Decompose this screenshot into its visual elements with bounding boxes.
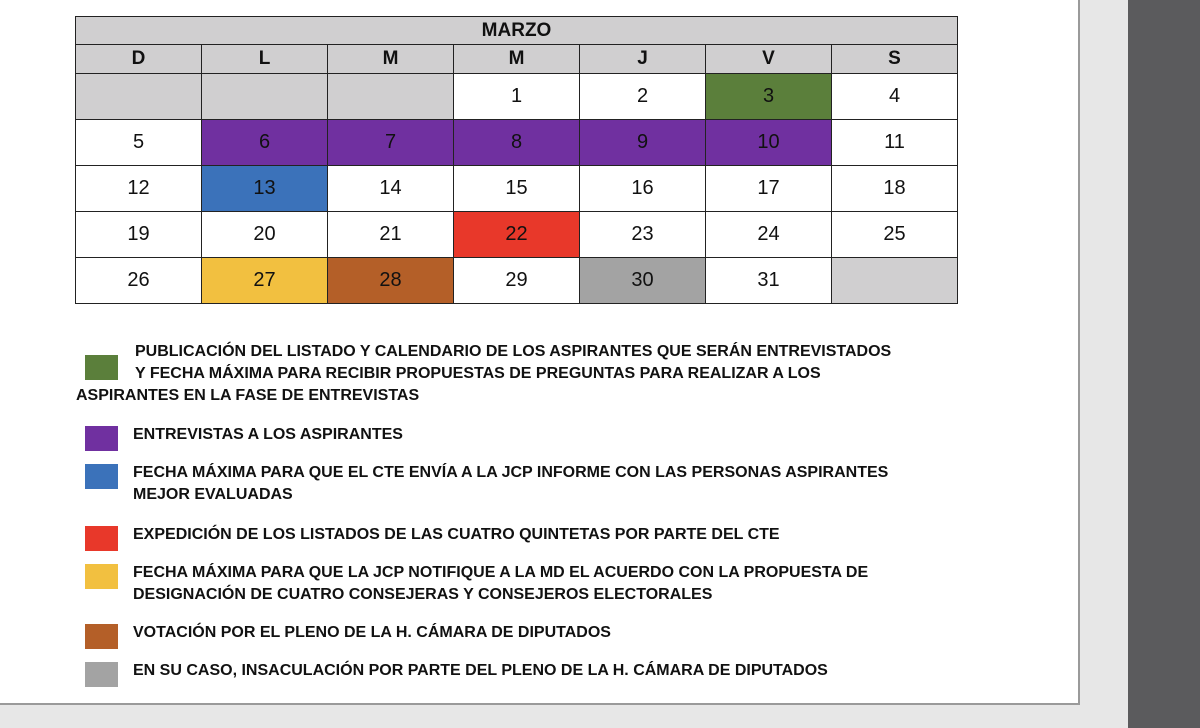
legend-text-line: MEJOR EVALUADAS	[133, 486, 293, 503]
calendar-day-cell: 9	[580, 120, 706, 166]
calendar-empty-cell	[76, 74, 202, 120]
calendar-day-cell: 8	[454, 120, 580, 166]
calendar-day-cell: 2	[580, 74, 706, 120]
weekday-header: M	[328, 45, 454, 74]
calendar-day-cell: 6	[202, 120, 328, 166]
calendar-day-cell: 3	[706, 74, 832, 120]
calendar-day-cell: 18	[832, 166, 958, 212]
calendar-body	[76, 74, 958, 304]
calendar-table	[75, 16, 958, 304]
calendar-day-cell: 1	[454, 74, 580, 120]
calendar-week-row	[76, 120, 958, 166]
calendar-week-row	[76, 74, 958, 120]
calendar-day-cell: 5	[76, 120, 202, 166]
calendar-empty-cell	[202, 74, 328, 120]
legend-text-line: EXPEDICIÓN DE LOS LISTADOS DE LAS CUATRO QUINTETAS POR PARTE DEL CTE	[133, 526, 780, 543]
calendar-day-cell: 13	[202, 166, 328, 212]
weekday-header: M	[454, 45, 580, 74]
calendar-empty-cell	[328, 74, 454, 120]
calendar-day-cell: 10	[706, 120, 832, 166]
legend-swatch	[85, 526, 118, 551]
calendar-day-cell: 30	[580, 258, 706, 304]
weekday-header-row	[76, 45, 958, 74]
weekday-header: L	[202, 45, 328, 74]
legend-swatch	[85, 464, 118, 489]
calendar-day-cell: 21	[328, 212, 454, 258]
calendar-day-cell: 24	[706, 212, 832, 258]
calendar-week-row	[76, 166, 958, 212]
calendar-day-cell: 17	[706, 166, 832, 212]
calendar-day-cell: 31	[706, 258, 832, 304]
legend-text-line: ASPIRANTES EN LA FASE DE ENTREVISTAS	[76, 387, 420, 404]
viewer-scrollbar-track[interactable]	[1128, 0, 1200, 728]
legend-text-line: PUBLICACIÓN DEL LISTADO Y CALENDARIO DE LOS ASPIRANTES QUE SERÁN ENTREVISTADOS	[135, 343, 892, 360]
legend-swatch	[85, 624, 118, 649]
calendar-week-row	[76, 258, 958, 304]
legend-text-line: EN SU CASO, INSACULACIÓN POR PARTE DEL PLENO DE LA H. CÁMARA DE DIPUTADOS	[133, 662, 828, 679]
legend-text-line: VOTACIÓN POR EL PLENO DE LA H. CÁMARA DE DIPUTADOS	[133, 624, 611, 641]
weekday-header: V	[706, 45, 832, 74]
calendar-day-cell: 23	[580, 212, 706, 258]
legend-text-line: FECHA MÁXIMA PARA QUE LA JCP NOTIFIQUE A LA MD EL ACUERDO CON LA PROPUESTA DE	[133, 564, 869, 581]
weekday-header: J	[580, 45, 706, 74]
calendar-day-cell: 4	[832, 74, 958, 120]
calendar-day-cell: 7	[328, 120, 454, 166]
legend-text-line: Y FECHA MÁXIMA PARA RECIBIR PROPUESTAS DE PREGUNTAS PARA REALIZAR A LOS	[135, 365, 821, 382]
calendar-day-cell: 29	[454, 258, 580, 304]
legend-swatch	[85, 426, 118, 451]
weekday-header: S	[832, 45, 958, 74]
legend-swatch	[85, 355, 118, 380]
calendar-day-cell: 22	[454, 212, 580, 258]
calendar-day-cell: 11	[832, 120, 958, 166]
weekday-header: D	[76, 45, 202, 74]
calendar-day-cell: 19	[76, 212, 202, 258]
calendar-day-cell: 15	[454, 166, 580, 212]
legend-text-line: FECHA MÁXIMA PARA QUE EL CTE ENVÍA A LA JCP INFORME CON LAS PERSONAS ASPIRANTES	[133, 464, 889, 481]
legend-swatch	[85, 564, 118, 589]
legend-text-line: ENTREVISTAS A LOS ASPIRANTES	[133, 426, 403, 443]
calendar-day-cell: 26	[76, 258, 202, 304]
calendar-day-cell: 25	[832, 212, 958, 258]
calendar-day-cell: 27	[202, 258, 328, 304]
calendar-day-cell: 20	[202, 212, 328, 258]
calendar-day-cell: 16	[580, 166, 706, 212]
calendar-week-row	[76, 212, 958, 258]
calendar-day-cell: 14	[328, 166, 454, 212]
legend-text-line: DESIGNACIÓN DE CUATRO CONSEJERAS Y CONSEJEROS ELECTORALES	[133, 586, 713, 603]
calendar-day-cell: 28	[328, 258, 454, 304]
calendar-month: MARZO	[76, 17, 958, 45]
calendar-empty-cell	[832, 258, 958, 304]
legend-swatch	[85, 662, 118, 687]
calendar-day-cell: 12	[76, 166, 202, 212]
